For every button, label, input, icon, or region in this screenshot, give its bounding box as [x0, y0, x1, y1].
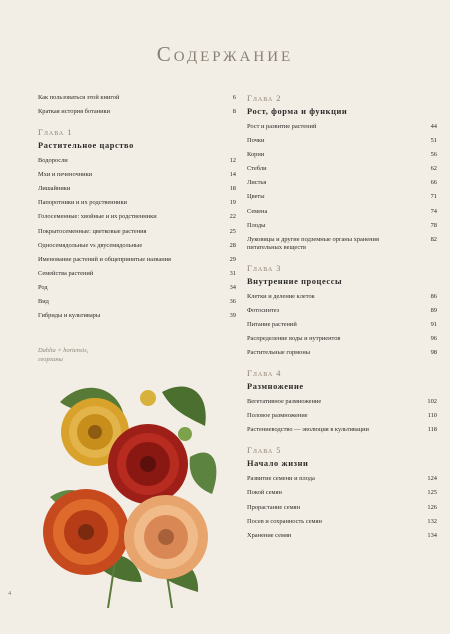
toc-entry-page: 98: [430, 349, 437, 357]
toc-entry-page: 132: [427, 517, 437, 525]
toc-entry[interactable]: [247, 307, 437, 315]
toc-entry[interactable]: [247, 518, 437, 526]
toc-entry-page: 126: [427, 503, 437, 511]
toc-entry-page: 39: [229, 312, 236, 320]
chapter-heading: Глава 4: [247, 369, 282, 379]
toc-entry[interactable]: [247, 321, 437, 329]
toc-entry-page: 22: [229, 213, 236, 221]
toc-entry-title: Мхи и печеночники: [38, 171, 93, 179]
toc-entry[interactable]: [38, 298, 236, 306]
right-column: [247, 94, 437, 546]
peach-dahlia: [124, 495, 208, 579]
page-number: 4: [8, 590, 12, 597]
toc-entry-page: 25: [229, 227, 236, 235]
toc-entry-page: 89: [430, 306, 437, 314]
toc-entry[interactable]: [38, 199, 236, 207]
toc-entry-title: Вид: [38, 298, 49, 306]
toc-entry-title: Рост и развитие растений: [247, 123, 317, 130]
left-column: [38, 94, 236, 326]
page-title: Содержание: [156, 42, 294, 66]
toc-entry-title: Голосеменные: хвойные и их родственники: [38, 213, 157, 221]
toc-entry[interactable]: [38, 185, 236, 193]
toc-entry-title: Растениеводство — эволюция в культивации: [247, 426, 369, 434]
toc-entry-page: 12: [229, 157, 236, 165]
toc-entry[interactable]: [38, 94, 236, 102]
toc-entry-title: Посев и сохранность семян: [247, 517, 322, 525]
toc-entry[interactable]: [38, 256, 236, 264]
toc-entry-page: 44: [430, 123, 437, 130]
toc-entry-page: 19: [229, 199, 236, 207]
toc-entry[interactable]: [247, 504, 437, 512]
toc-entry-page: 110: [427, 412, 437, 420]
toc-entry-page: 134: [427, 531, 437, 539]
toc-entry-page: 62: [430, 165, 437, 173]
red-dahlia: [108, 424, 188, 504]
toc-entry[interactable]: [247, 151, 437, 159]
toc-entry-title: Именование растений и общепринятые названия: [38, 255, 171, 263]
toc-entry[interactable]: [38, 171, 236, 179]
toc-entry-page: 102: [427, 398, 437, 406]
toc-entry-page: 36: [229, 298, 236, 306]
toc-entry[interactable]: [247, 165, 437, 173]
toc-entry[interactable]: [247, 412, 437, 420]
toc-entry-page: 86: [430, 292, 437, 300]
toc-entry[interactable]: [247, 426, 437, 434]
toc-entry[interactable]: [38, 157, 236, 165]
toc-entry-title: Односемядольные vs двусемядольные: [38, 241, 143, 249]
toc-entry-page: 74: [430, 207, 437, 215]
toc-entry-title: Листья: [247, 179, 267, 187]
toc-entry[interactable]: [247, 137, 437, 145]
chapter-heading: Глава 5: [247, 446, 282, 456]
toc-entry-title: Краткая история ботаники: [38, 108, 111, 116]
toc-entry-page: 124: [427, 475, 437, 483]
section-heading: Растительное царство: [38, 141, 134, 151]
toc-entry[interactable]: [38, 270, 236, 278]
toc-entry[interactable]: [247, 208, 437, 216]
toc-entry[interactable]: [247, 123, 437, 131]
toc-entry-page: 71: [430, 193, 437, 201]
toc-entry-title: Покой семян: [247, 489, 282, 497]
toc-entry-title: Род: [38, 283, 48, 291]
toc-entry[interactable]: [247, 179, 437, 187]
caption-line-2: георгины: [38, 356, 63, 363]
toc-entry-title: Почки: [247, 137, 265, 145]
toc-entry-title: Половое размножение: [247, 412, 308, 420]
toc-entry[interactable]: [247, 398, 437, 406]
toc-entry-title: Фотосинтез: [247, 306, 280, 314]
toc-entry-title: Корни: [247, 151, 265, 159]
toc-entry[interactable]: [247, 489, 437, 497]
chapter-heading: Глава 2: [247, 94, 282, 103]
toc-entry-title: Как пользоваться этой книгой: [38, 94, 120, 101]
orange-dahlia: [43, 489, 129, 575]
section-heading: Размножение: [247, 382, 304, 392]
toc-entry[interactable]: [247, 475, 437, 483]
toc-entry-title: Прорастание семян: [247, 503, 301, 511]
chapter-heading: Глава 3: [247, 263, 282, 273]
caption-line-1: Dahlia × hortensis,: [38, 347, 89, 354]
image-caption: [38, 346, 88, 364]
toc-entry-page: 91: [430, 320, 437, 328]
toc-entry-title: Папоротники и их родственники: [38, 199, 127, 207]
toc-entry[interactable]: [38, 108, 236, 116]
toc-entry[interactable]: [38, 284, 236, 292]
toc-entry-page: 8: [232, 108, 236, 116]
toc-entry[interactable]: [247, 349, 437, 357]
toc-entry-page: 51: [430, 137, 437, 145]
toc-entry[interactable]: [247, 293, 437, 301]
toc-entry[interactable]: [38, 312, 236, 320]
toc-entry-page: 118: [427, 426, 437, 434]
toc-entry-title: Цветы: [247, 193, 265, 201]
toc-entry-title: Плоды: [247, 221, 266, 229]
toc-entry-title: Семена: [247, 207, 268, 215]
toc-entry-title: Распределение воды и нутриентов: [247, 335, 341, 343]
toc-entry[interactable]: [247, 532, 437, 540]
section-heading: Рост, форма и функции: [247, 107, 348, 116]
toc-entry-page: 6: [232, 94, 236, 101]
toc-entry-page: 14: [229, 171, 236, 179]
toc-entry-title: Гибриды и культивары: [38, 312, 101, 320]
toc-entry-page: 82: [430, 235, 437, 243]
toc-entry-page: 28: [229, 241, 236, 249]
toc-entry-page: 18: [229, 185, 236, 193]
toc-entry[interactable]: [38, 213, 236, 221]
toc-entry-title: Луковицы и другие подземные органы хранения питательных веществ: [247, 235, 379, 251]
section-heading: Начало жизни: [247, 459, 309, 469]
toc-entry[interactable]: [247, 236, 437, 252]
toc-entry[interactable]: [247, 222, 437, 230]
toc-entry-title: Клетки и деление клеток: [247, 292, 315, 300]
toc-entry-page: 29: [229, 255, 236, 263]
toc-entry-title: Водоросли: [38, 157, 68, 165]
toc-entry-title: Покрытосеменные: цветковые растения: [38, 227, 147, 235]
dahlia-illustration: [40, 372, 220, 612]
toc-entry-title: Семейства растений: [38, 269, 94, 277]
toc-entry-title: Развитие семени и плода: [247, 475, 315, 483]
toc-entry-page: 78: [430, 221, 437, 229]
toc-entry-page: 34: [229, 283, 236, 291]
toc-entry-title: Хранение семян: [247, 531, 292, 539]
toc-entry[interactable]: [38, 228, 236, 236]
toc-entry-page: 96: [430, 335, 437, 343]
toc-entry-page: 56: [430, 151, 437, 159]
chapter-heading: Глава 1: [38, 128, 73, 138]
toc-entry-page: 66: [430, 179, 437, 187]
toc-entry-title: Растительные гормоны: [247, 349, 311, 357]
toc-entry-title: Лишайники: [38, 185, 71, 193]
toc-entry-title: Питание растений: [247, 320, 297, 328]
toc-entry[interactable]: [247, 335, 437, 343]
section-heading: Внутренние процессы: [247, 276, 343, 286]
toc-entry-page: 125: [427, 489, 437, 497]
toc-entry[interactable]: [38, 242, 236, 250]
toc-entry-title: Вегетативное размножение: [247, 398, 322, 406]
toc-entry[interactable]: [247, 193, 437, 201]
toc-entry-title: Стебли: [247, 165, 267, 173]
toc-entry-page: 31: [229, 269, 236, 277]
